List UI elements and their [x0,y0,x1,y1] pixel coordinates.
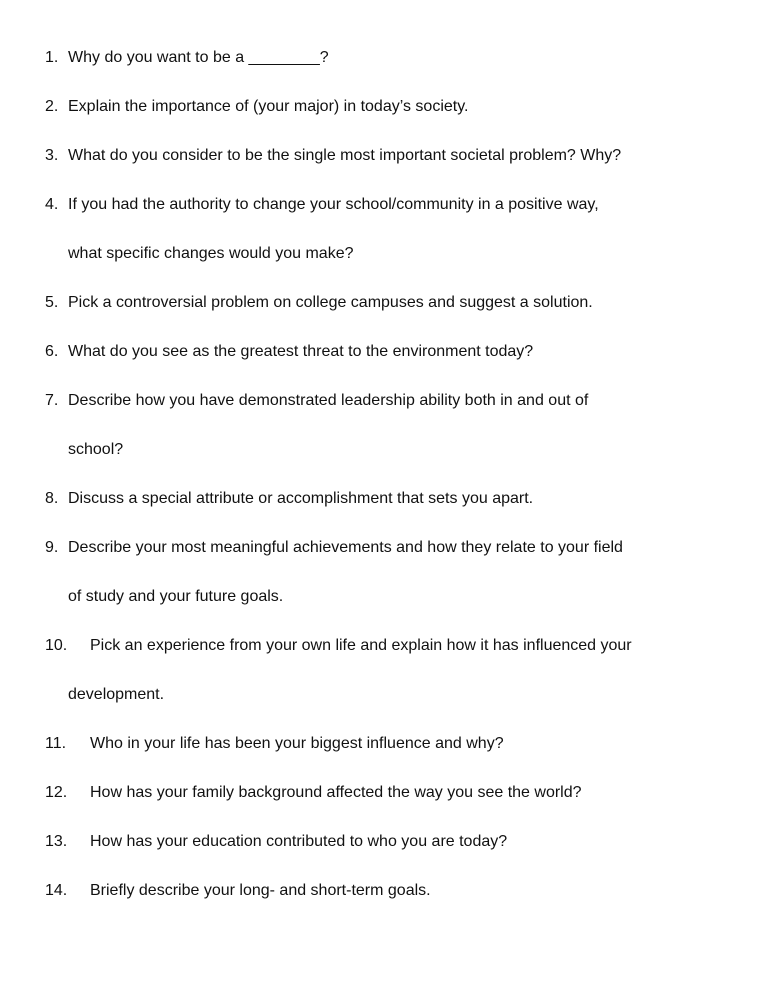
question-text-continued: development. [68,686,165,703]
question-number: 4. [45,196,59,213]
question-number: 12. [45,784,68,801]
question-number: 11. [45,735,67,752]
question-text: What do you see as the greatest threat to the environment today? [68,343,534,360]
question-text: Why do you want to be a ________? [68,49,329,66]
question-number: 1. [45,49,59,66]
question-number: 6. [45,343,59,360]
question-text: What do you consider to be the single most important societal problem? Why? [68,147,622,164]
question-number: 13. [45,833,68,850]
question-text: How has your education contributed to who you are today? [90,833,508,850]
question-number: 8. [45,490,59,507]
question-number: 2. [45,98,59,115]
question-text: Explain the importance of (your major) in today’s society. [68,98,469,115]
question-text-continued: school? [68,441,124,458]
question-text: Discuss a special attribute or accomplishment that sets you apart. [68,490,534,507]
question-number: 7. [45,392,59,409]
question-text: How has your family background affected the way you see the world? [90,784,582,801]
question-text: Who in your life has been your biggest influence and why? [90,735,504,752]
question-number: 10. [45,637,68,654]
question-text: Describe your most meaningful achievements and how they relate to your field [68,539,623,556]
question-number: 14. [45,882,68,899]
question-number: 5. [45,294,59,311]
question-text: Pick a controversial problem on college campuses and suggest a solution. [68,294,593,311]
question-text: If you had the authority to change your school/community in a positive way, [68,196,599,213]
question-text: Briefly describe your long- and short-term goals. [90,882,431,899]
question-text: Describe how you have demonstrated leadership ability both in and out of [68,392,589,409]
question-text-continued: what specific changes would you make? [68,245,354,262]
question-number: 9. [45,539,59,556]
question-text: Pick an experience from your own life and explain how it has influenced your [90,637,632,654]
question-text-continued: of study and your future goals. [68,588,284,605]
question-number: 3. [45,147,59,164]
